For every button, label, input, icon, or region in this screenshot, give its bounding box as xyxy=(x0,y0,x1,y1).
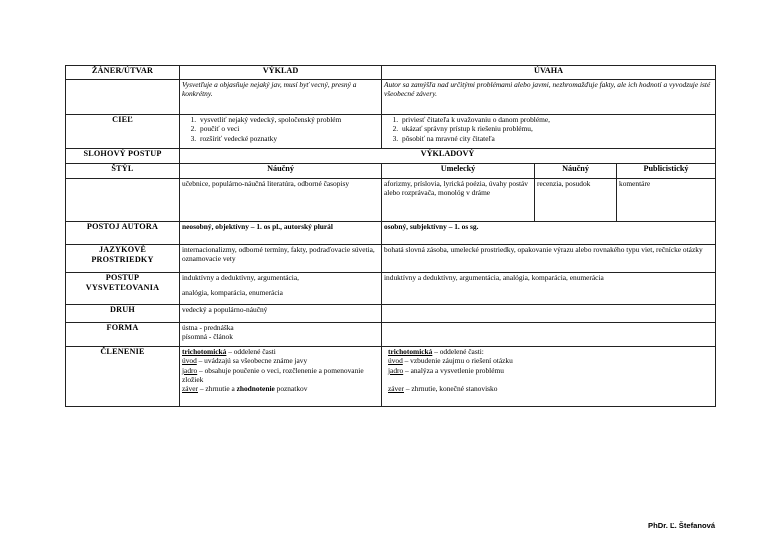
postup-label-line1: POSTUP xyxy=(105,273,140,282)
header-zaner: ŽÁNER/ÚTVAR xyxy=(66,66,180,80)
forma-line1: ústna - prednáška xyxy=(182,323,234,332)
ciel-vyklad-item: 1. vysvetliť nejaký vedecký, spoločenský problém xyxy=(198,115,379,124)
definition-label xyxy=(66,80,180,115)
ciel-label: CIEĽ xyxy=(66,115,180,149)
styl-header-row xyxy=(66,164,716,179)
clenenie-v-uvod: úvod xyxy=(182,356,197,366)
clenenie-v-jadro: jadro xyxy=(182,365,198,375)
postup-row xyxy=(66,273,716,305)
styl-empty xyxy=(66,179,180,222)
styl-content-row xyxy=(66,179,716,222)
ciel-vyklad-item: 2. poučiť o veci xyxy=(198,124,379,133)
postoj-uvaha: osobný, subjektívny – 1. os sg. xyxy=(382,222,716,245)
postup-vyklad xyxy=(180,273,382,305)
header-uvaha: ÚVAHA xyxy=(382,66,716,80)
clenenie-u-uvod-text: – vzbudenie záujmu o riešení otázku xyxy=(402,356,513,366)
clenenie-u-jadro-text: – analýza a vysvetlenie problému xyxy=(403,365,504,375)
jazykove-label xyxy=(66,245,180,273)
postoj-row xyxy=(66,222,716,245)
jazykove-vyklad: internacionalizmy, odborné termíny, fakty, podraďovacie súvetia, oznamovacie vety xyxy=(180,245,382,273)
postup-vyklad-line1: induktívny a deduktívny, argumentácia, xyxy=(182,273,299,282)
slohovy-label: SLOHOVÝ POSTUP xyxy=(66,149,180,164)
forma-uvaha xyxy=(382,323,716,347)
ciel-uvaha-item: 1. priviesť čitateľa k uvažovaniu o danom probléme, xyxy=(400,115,713,124)
styl-publicisticky-text: komentáre xyxy=(617,179,716,222)
slohovy-row xyxy=(66,149,716,164)
styl-header-naucny: Náučný xyxy=(180,164,382,179)
postup-vyklad-line2: analógia, komparácia, enumerácia xyxy=(182,288,283,298)
clenenie-v-zaver: záver xyxy=(182,384,198,393)
jazykove-row xyxy=(66,245,716,273)
clenenie-v-jadro-text: – obsahuje poučenie o veci, rozčlenenie a pomenovanie zložiek xyxy=(182,365,364,384)
styl-label: ŠTÝL xyxy=(66,164,180,179)
clenenie-u-type: trichotomická xyxy=(388,347,433,356)
styl-naucny-2-text: recenzia, posudok xyxy=(535,179,617,222)
styl-header-umelecky: Umelecký xyxy=(382,164,535,179)
styl-naucny-text: učebnice, populárno-náučná literatúra, odborné časopisy xyxy=(180,179,382,222)
druh-vyklad: vedecký a populárno-náučný xyxy=(180,305,382,323)
definition-vyklad: Vysvetľuje a objasňuje nejaký jav, musí byť vecný, presný a konkrétny. xyxy=(180,80,382,115)
ciel-uvaha-item: 3. pôsobiť na mravné city čitateľa xyxy=(400,134,713,143)
jazykove-label-line1: JAZYKOVÉ xyxy=(98,245,147,254)
header-row xyxy=(66,66,716,80)
clenenie-u-uvod: úvod xyxy=(388,356,403,366)
definition-row xyxy=(66,80,716,115)
clenenie-u-zaver-text: – zhrnutie, konečné stanovisko xyxy=(404,383,498,393)
jazykove-uvaha: bohatá slovná zásoba, umelecké prostriedky, opakovanie výrazu alebo rovnakého typu viet, rečnícke otázky xyxy=(382,245,716,273)
clenenie-u-jadro: jadro xyxy=(388,365,404,375)
clenenie-v-zaver-text1: – zhrnutie a xyxy=(198,384,237,393)
postup-uvaha: induktívny a deduktívny, argumentácia, analógia, komparácia, enumerácia xyxy=(382,273,716,305)
ciel-uvaha-item: 2. ukázať správny prístup k riešeniu problému, xyxy=(400,124,713,133)
clenenie-u-type-text: – oddelené časti: xyxy=(432,347,484,356)
clenenie-vyklad xyxy=(180,347,382,407)
forma-label: FORMA xyxy=(66,323,180,347)
forma-vyklad xyxy=(180,323,382,347)
comparison-table xyxy=(65,65,716,407)
druh-row xyxy=(66,305,716,323)
forma-row xyxy=(66,323,716,347)
styl-umelecky-text: aforizmy, príslovia, lyrická poézia, úvahy postáv alebo rozprávača, monológ v dráme xyxy=(382,179,535,222)
druh-uvaha xyxy=(382,305,716,323)
ciel-row xyxy=(66,115,716,149)
styl-header-naucny-2: Náučný xyxy=(535,164,617,179)
druh-label: DRUH xyxy=(66,305,180,323)
postup-label-line2: VYSVETĽOVANIA xyxy=(85,283,160,293)
clenenie-u-zaver: záver xyxy=(388,383,404,393)
header-vyklad: VÝKLAD xyxy=(180,66,382,80)
postup-label xyxy=(66,273,180,305)
clenenie-row xyxy=(66,347,716,407)
clenenie-uvaha xyxy=(382,347,716,407)
ciel-vyklad xyxy=(180,115,382,149)
postoj-label: POSTOJ AUTORA xyxy=(66,222,180,245)
ciel-uvaha xyxy=(382,115,716,149)
clenenie-v-zaver-text2: poznatkov xyxy=(274,384,308,393)
clenenie-v-zaver-bold: zhodnotenie xyxy=(236,384,275,393)
clenenie-v-type: trichotomická xyxy=(182,347,227,356)
clenenie-label: ČLENENIE xyxy=(66,347,180,407)
jazykove-label-line2: PROSTRIEDKY xyxy=(91,255,154,265)
clenenie-v-type-text: – oddelené časti xyxy=(226,347,276,356)
author-footer: PhDr. Ľ. Štefanová xyxy=(648,521,716,530)
forma-line2: písomná - článok xyxy=(182,332,233,342)
styl-header-publicisticky: Publicistický xyxy=(617,164,716,179)
ciel-vyklad-item: 3. rozšíriť vedecké poznatky xyxy=(198,134,379,143)
slohovy-value: VÝKLADOVÝ xyxy=(180,149,716,164)
definition-uvaha: Autor sa zamýšľa nad určitými problémami alebo javmi, nezhromažďuje fakty, ale ich hodnotí a vyvodzuje isté všeobecné závery. xyxy=(382,80,716,115)
clenenie-v-uvod-text: – uvádzajú sa všeobecne známe javy xyxy=(196,356,308,366)
postoj-vyklad: neosobný, objektívny – 1. os pl., autorský plurál xyxy=(180,222,382,245)
